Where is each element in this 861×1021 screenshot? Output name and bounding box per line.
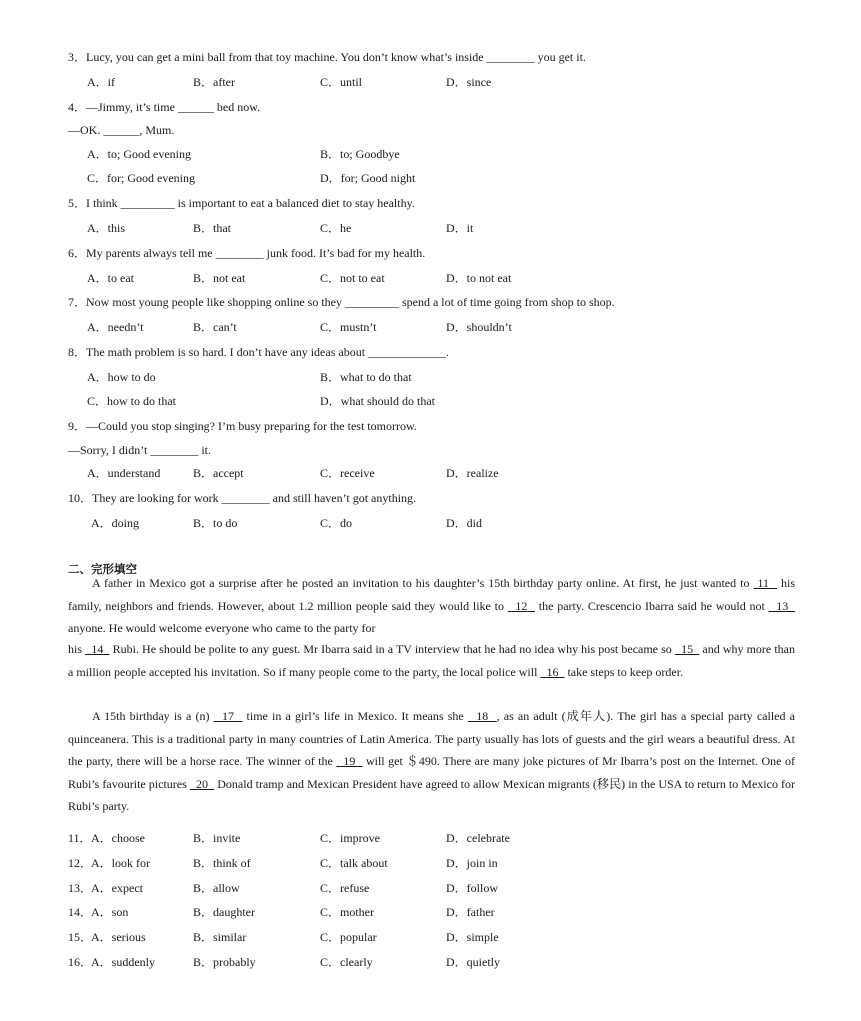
question-7-stem: 7．Now most young people like shopping online so they _________ spend a lot of time going from shop to shop. (68, 295, 615, 309)
cloze-12-option-d: D．join in (446, 856, 498, 870)
q8-option-d: D．what should do that (320, 394, 435, 408)
cloze-16-option-b: B．probably (193, 955, 256, 969)
cloze-text: time in a girl’s life in Mexico. It means she (242, 709, 468, 723)
cloze-14-option-c: C．mother (320, 905, 374, 919)
cloze-text: anyone. He would welcome everyone who came to the party for (68, 621, 376, 635)
cloze-14-option-b: B．daughter (193, 905, 255, 919)
q9-option-a: A．understand (87, 466, 161, 480)
question-3-stem: 3．Lucy, you can get a mini ball from that toy machine. You don’t know what’s inside ________ you get it. (68, 50, 586, 64)
question-10-stem: 10．They are looking for work ________ and still haven’t got anything. (68, 491, 417, 505)
q6-option-a: A．to eat (87, 271, 134, 285)
q7-option-d: D．shouldn’t (446, 320, 512, 334)
cloze-15-option-d: D．simple (446, 930, 499, 944)
cloze-text: A 15th birthday is a (n) (92, 709, 214, 723)
cloze-13-option-c: C．refuse (320, 881, 370, 895)
blank-15: 15 (681, 642, 694, 656)
cloze-text: the party. Crescencio Ibarra said he would not (534, 598, 769, 613)
question-8-stem: 8．The math problem is so hard. I don’t have any ideas about _____________. (68, 345, 450, 359)
q9-option-c: C．receive (320, 466, 375, 480)
q8-option-b: B．what to do that (320, 370, 412, 384)
q7-option-c: C．mustn’t (320, 320, 377, 334)
q3-option-a: A．if (87, 75, 115, 89)
q4-option-a: A．to; Good evening (87, 147, 191, 161)
question-5-stem: 5．I think _________ is important to eat a balanced diet to stay healthy. (68, 196, 415, 210)
cloze-text: Rubi. He should be polite to any guest. Mr Ibarra said in a TV interview that he had no idea why his post became so (109, 642, 675, 656)
question-4-stem-reply: —OK. ______, Mum. (68, 123, 175, 137)
cloze-13-number: 13． (68, 881, 93, 895)
q6-option-b: B．not eat (193, 271, 246, 285)
cloze-text: his family, neighbors and friends. However, about 1.2 million people said they would like to (68, 576, 795, 613)
cloze-paragraph-1b (68, 638, 795, 683)
cloze-16-number: 16． (68, 955, 93, 969)
q10-option-c: C．do (320, 516, 353, 530)
cloze-13-option-a: A．expect (91, 881, 143, 895)
cloze-12-number: 12． (68, 856, 93, 870)
question-9-stem-reply: —Sorry, I didn’t ________ it. (68, 443, 211, 457)
cloze-15-number: 15． (68, 930, 93, 944)
q8-option-c: C．how to do that (87, 394, 176, 408)
cloze-15-option-b: B．similar (193, 930, 247, 944)
q8-option-a: A．how to do (87, 370, 156, 384)
cloze-15-option-a: A．serious (91, 930, 146, 944)
blank-20: 20 (196, 776, 209, 791)
q10-option-a: A．doing (91, 516, 140, 530)
cloze-15-option-c: C．popular (320, 930, 377, 944)
cloze-11-number: 11． (68, 831, 92, 845)
blank-13: 13 (776, 598, 789, 613)
q4-option-d: D．for; Good night (320, 171, 416, 185)
cloze-14-option-d: D．father (446, 905, 495, 919)
cloze-11-option-a: A．choose (91, 831, 145, 845)
question-9-stem: 9．—Could you stop singing? I’m busy preparing for the test tomorrow. (68, 419, 417, 433)
blank-18: 18 (476, 709, 489, 723)
cloze-text: his (68, 642, 86, 656)
q10-option-d: D．did (446, 516, 483, 530)
cloze-text: , as an adult (成年人). The girl has a special party called a quinceanera. This is a traditional party in many countries of Latin America. The party usually has lots of guests and the girl wears a beautiful dress. At the party, there will be a horse race. The winner of the (68, 709, 796, 768)
blank-16: 16 (546, 664, 559, 679)
q4-option-c: C．for; Good evening (87, 171, 195, 185)
cloze-11-option-c: C．improve (320, 831, 380, 845)
q5-option-b: B．that (193, 221, 231, 235)
cloze-paragraph-1a (68, 572, 795, 640)
q7-option-b: B．can’t (193, 320, 237, 334)
q9-option-d: D．realize (446, 466, 499, 480)
cloze-14-number: 14． (68, 905, 93, 919)
cloze-paragraph-2 (68, 705, 795, 818)
cloze-12-option-a: A．look for (91, 856, 150, 870)
q10-option-b: B．to do (193, 516, 238, 530)
cloze-13-option-b: B．allow (193, 881, 240, 895)
blank-19: 19 (343, 754, 356, 768)
q5-option-d: D．it (446, 221, 474, 235)
cloze-12-option-b: B．think of (193, 856, 251, 870)
q7-option-a: A．needn’t (87, 320, 144, 334)
cloze-16-option-a: A．suddenly (91, 955, 155, 969)
question-4-stem: 4．—Jimmy, it’s time ______ bed now. (68, 100, 261, 114)
cloze-16-option-c: C．clearly (320, 955, 373, 969)
q3-option-b: B．after (193, 75, 235, 89)
cloze-16-option-d: D．quietly (446, 955, 500, 969)
q5-option-c: C．he (320, 221, 352, 235)
cloze-12-option-c: C．talk about (320, 856, 388, 870)
blank-12: 12 (515, 598, 528, 613)
cloze-text: take steps to keep order. (564, 664, 684, 679)
question-6-stem: 6．My parents always tell me ________ junk food. It’s bad for my health. (68, 246, 426, 260)
cloze-text: A father in Mexico got a surprise after he posted an invitation to his daughter’s 15th birthday party online. At first, he just wanted to (92, 576, 754, 590)
blank-11: 11 (757, 576, 770, 590)
cloze-13-option-d: D．follow (446, 881, 498, 895)
cloze-11-option-d: D．celebrate (446, 831, 510, 845)
q5-option-a: A．this (87, 221, 126, 235)
cloze-11-option-b: B．invite (193, 831, 241, 845)
cloze-14-option-a: A．son (91, 905, 129, 919)
cloze-text: Donald tramp and Mexican President have agreed to allow Mexican migrants (移民) in the USA to return to Mexico for Rubi’s party. (68, 776, 796, 813)
q3-option-d: D．since (446, 75, 492, 89)
q6-option-c: C．not to eat (320, 271, 385, 285)
cloze-text: and why more than a million people accepted his invitation. So if many people come to the party, the local police will (68, 642, 796, 679)
q4-option-b: B．to; Goodbye (320, 147, 400, 161)
section-title-cloze: 二、完形填空 (68, 562, 137, 576)
blank-14: 14 (91, 642, 104, 656)
q9-option-b: B．accept (193, 466, 244, 480)
q3-option-c: C．until (320, 75, 363, 89)
cloze-text: will get ＄490. There are many joke pictures of Mr Ibarra’s post on the Internet. One of Rubi’s favourite pictures (68, 754, 796, 791)
q6-option-d: D．to not eat (446, 271, 512, 285)
blank-17: 17 (222, 709, 235, 723)
